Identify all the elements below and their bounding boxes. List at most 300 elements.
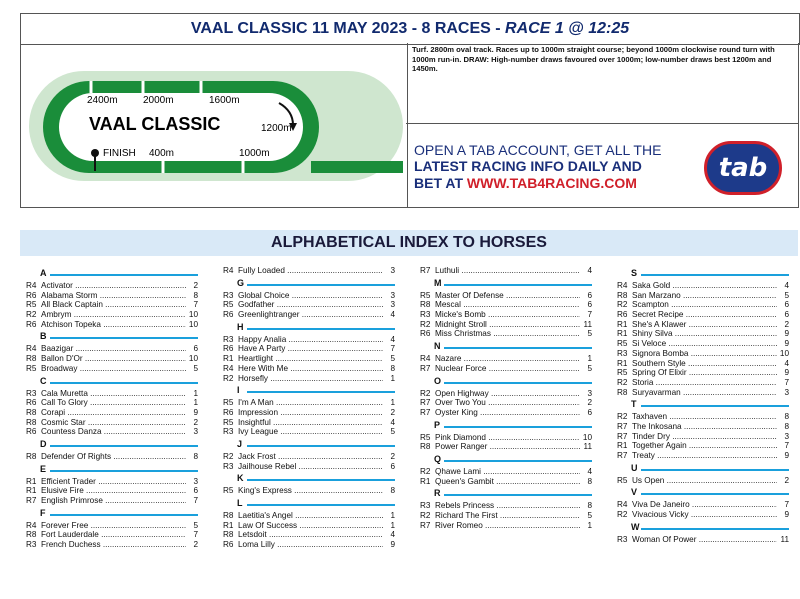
race-number: R8 [420,300,431,310]
horse-name: Spring Of Elixir ..... [632,368,777,378]
horse-entry [223,354,395,364]
horse-name: Scampton ..... [632,300,777,310]
horse-entry [617,300,789,310]
horse-entry [26,540,198,550]
horse-name: Power Ranger ..... [435,442,580,452]
letter-heading [617,485,789,500]
horse-entry [420,467,592,477]
race-number: R6 [223,344,234,354]
draw-number: 1 [390,373,395,383]
horse-name: Secret Recipe ..... [632,310,777,320]
track-diagram [20,43,408,208]
draw-number: 6 [587,290,592,300]
letter-label: S [631,268,638,278]
letter-heading [26,462,198,477]
race-number: R4 [223,363,234,373]
letter-label: B [40,331,47,342]
letter-heading [223,437,395,452]
draw-number: 1 [390,520,395,530]
horse-entry [420,320,592,330]
race-number: R6 [617,310,628,320]
draw-number: 8 [587,501,592,511]
race-number: R8 [223,511,234,520]
letter-heading [223,471,395,486]
letter-heading [26,374,198,389]
horse-name: Viva De Janeiro ..... [632,500,777,510]
draw-number: 6 [784,300,789,310]
race-number: R5 [223,486,234,496]
letter-label: U [631,462,638,473]
race-number: R4 [26,281,37,290]
horse-name: Rebels Princess ..... [435,501,580,511]
draw-number: 2 [784,319,789,329]
race-number: R8 [617,387,628,397]
horse-entry [617,451,789,461]
letter-heading [420,486,592,501]
draw-number: 7 [193,496,198,505]
horse-name: Master Of Defense ..... [435,291,580,301]
horse-entry [223,291,395,301]
race-number: R8 [26,451,37,461]
race-number: R5 [617,368,628,378]
draw-number: 8 [390,486,395,496]
horse-entry [420,389,592,399]
horse-name: Queen's Gambit ..... [435,477,580,487]
draw-number: 7 [784,500,789,510]
letter-heading [420,276,592,291]
draw-number: 8 [587,476,592,486]
ad-line-2: LATEST RACING INFO DAILY AND [414,158,642,174]
index-title: ALPHABETICAL INDEX TO HORSES [271,234,547,251]
draw-number: 3 [390,290,395,300]
draw-number: 7 [587,310,592,320]
letter-label: Q [434,453,442,464]
draw-number: 1 [193,398,198,408]
race-number: R5 [617,475,628,485]
letter-heading [617,461,789,476]
horse-entry [617,378,789,388]
horse-name: Elusive Fire ..... [41,486,186,496]
ad-line-3-prefix: BET AT [414,175,467,191]
letter-heading [26,437,198,452]
horse-name: Ballon D'Or ..... [41,354,186,364]
letter-heading [420,339,592,354]
horse-name: Fort Lauderdale ..... [41,530,186,540]
horse-name: Law Of Success ..... [238,521,383,531]
draw-number: 3 [587,388,592,398]
horse-entry [617,320,789,330]
horse-name: Midnight Stroll ..... [435,320,580,330]
horse-name: Horsefly ..... [238,374,383,384]
horse-name: Qhawe Lami ..... [435,467,580,477]
horse-entry [420,477,592,487]
horse-name: San Marzano ..... [632,291,777,301]
draw-number: 4 [390,334,395,344]
horse-name: River Romeo ..... [435,521,580,531]
letter-heading [26,506,198,521]
horse-entry [617,441,789,451]
race-number: R2 [420,466,431,476]
horse-name: Us Open ..... [632,476,777,486]
race-number: R2 [223,451,234,461]
draw-number: 6 [587,300,592,310]
horse-entry [617,349,789,359]
letter-label: N [434,341,441,352]
horse-name: Fully Loaded ..... [238,266,383,276]
draw-number: 9 [784,329,789,339]
horse-name: Jack Frost ..... [238,452,383,462]
draw-number: 3 [784,387,789,397]
horse-name: Micke's Bomb ..... [435,310,580,320]
horse-entry [26,408,198,418]
horse-entry [26,418,198,428]
letter-label: A [40,268,47,278]
horse-name: Here With Me ..... [238,364,383,374]
letter-label: F [40,507,46,518]
horse-entry [26,281,198,291]
horse-entry [26,477,198,487]
horse-entry [617,388,789,398]
ad-line-1: OPEN A TAB ACCOUNT, GET ALL THE [414,142,662,158]
horse-entry [26,427,198,437]
draw-number: 4 [390,310,395,320]
horse-name: Atchison Topeka ..... [41,320,186,330]
draw-number: 8 [193,290,198,300]
horse-name: Storia ..... [632,378,777,388]
horse-name: Corapi ..... [41,408,186,418]
horse-name: Tinder Dry ..... [632,432,777,442]
draw-number: 3 [390,300,395,310]
horse-entry [223,300,395,310]
race-number: R6 [223,407,234,417]
horse-entry [26,452,198,462]
draw-number: 9 [784,451,789,460]
draw-number: 5 [390,354,395,364]
horse-entry [617,310,789,320]
letter-heading [420,374,592,389]
horse-entry [26,398,198,408]
race-number: R1 [26,476,37,486]
race-number: R5 [420,290,431,300]
horse-entry [223,364,395,374]
finish-label: FINISH [103,148,136,159]
horse-name: Happy Analia ..... [238,335,383,345]
race-number: R7 [617,451,628,460]
race-number: R5 [26,300,37,310]
label-2400m: 2400m [87,95,118,106]
letter-heading [617,266,789,281]
race-number: R3 [420,310,431,320]
race-number: R3 [617,534,628,544]
race-number: R6 [26,319,37,329]
horse-name: Heartlight ..... [238,354,383,364]
race-number: R7 [420,407,431,417]
draw-number: 10 [188,354,198,364]
race-number: R2 [223,373,234,383]
race-number: R2 [617,412,628,422]
race-number: R4 [26,344,37,354]
draw-number: 7 [390,344,395,354]
draw-number: 5 [784,290,789,300]
draw-number: 5 [587,363,592,373]
horse-entry [617,339,789,349]
horse-name: Ambrym ..... [41,310,186,320]
draw-number: 2 [390,451,395,461]
horse-name: English Primrose ..... [41,496,186,506]
horse-entry [223,511,395,521]
draw-number: 4 [390,530,395,540]
horse-name: Efficient Trader ..... [41,477,186,487]
draw-number: 8 [784,421,789,431]
horse-name: Pink Diamond ..... [435,433,580,443]
label-2000m: 2000m [143,95,174,106]
horse-entry [26,530,198,540]
letter-label: I [237,385,240,396]
horse-name: Suryavarman ..... [632,388,777,398]
horse-entry [223,344,395,354]
race-number: R2 [420,388,431,398]
horse-name: Broadway ..... [41,364,186,374]
draw-number: 3 [784,431,789,441]
horse-entry [26,310,198,320]
draw-number: 2 [193,417,198,427]
race-number: R5 [223,300,234,310]
draw-number: 1 [587,520,592,530]
horse-name: Nuclear Force ..... [435,364,580,374]
race-number: R8 [26,530,37,540]
letter-heading [617,520,789,535]
horse-entry [420,521,592,531]
draw-number: 10 [188,310,198,320]
horse-name: King's Express ..... [238,486,383,496]
letter-heading [420,452,592,467]
horse-entry [223,452,395,462]
label-1200m: 1200m [261,123,292,134]
horse-entry [420,398,592,408]
horse-entry [420,501,592,511]
draw-number: 9 [193,407,198,417]
race-number: R3 [26,540,37,550]
horse-entry [420,329,592,339]
draw-number: 6 [193,486,198,496]
horse-name: Activator ..... [41,281,186,291]
draw-number: 7 [784,377,789,387]
horse-name: Open Highway ..... [435,389,580,399]
horse-entry [26,496,198,506]
horse-entry [420,511,592,521]
horse-name: Jailhouse Rebel ..... [238,462,383,472]
race-number: R1 [223,354,234,364]
race-number: R5 [223,398,234,408]
letter-label: R [434,488,441,499]
index-title-bar [20,230,798,256]
horse-name: Luthuli ..... [435,266,580,276]
draw-number: 8 [193,451,198,461]
letter-label: E [40,463,47,474]
draw-number: 6 [193,344,198,354]
race-number: R7 [420,266,431,275]
race-number: R5 [420,432,431,442]
label-1000m: 1000m [239,148,270,159]
race-number: R2 [420,319,431,329]
horse-entry [617,422,789,432]
draw-number: 5 [587,511,592,520]
draw-number: 2 [390,407,395,417]
horse-entry [617,359,789,369]
horse-entry [420,354,592,364]
horse-name: Vivacious Vicky ..... [632,510,777,520]
horse-entry [420,300,592,310]
race-number: R3 [26,388,37,398]
horse-name: Richard The First ..... [435,511,580,521]
race-number: R8 [26,417,37,427]
letter-heading [223,276,395,291]
race-time: RACE 1 @ 12:25 [505,20,630,37]
horse-name: Laetitia's Angel ..... [238,511,383,521]
index-column-3 [420,266,592,530]
horse-name: Cala Muretta ..... [41,389,186,399]
race-number: R7 [617,431,628,441]
horse-entry [223,486,395,496]
horse-name: Saka Gold ..... [632,281,777,291]
horse-name: Taxhaven ..... [632,412,777,422]
race-number: R7 [617,421,628,431]
horse-name: Alabama Storm ..... [41,291,186,301]
horse-entry [223,521,395,531]
race-number: R6 [26,290,37,300]
letter-heading [420,418,592,433]
horse-name: Woman Of Power ..... [632,535,777,545]
ad-link[interactable]: WWW.TAB4RACING.COM [466,175,637,191]
race-number: R7 [420,520,431,530]
draw-number: 8 [784,412,789,422]
horse-name: She's A Klawer ..... [632,320,777,330]
letter-label: J [237,438,243,449]
draw-number: 9 [784,510,789,520]
horse-entry [223,408,395,418]
letter-heading [26,329,198,344]
race-number: R4 [420,354,431,364]
horse-entry [420,364,592,374]
race-number: R1 [26,486,37,496]
label-400m: 400m [149,148,175,159]
draw-number: 3 [390,266,395,275]
draw-number: 1 [390,511,395,520]
race-number: R5 [223,417,234,427]
draw-number: 8 [390,363,395,373]
letter-label: W [631,521,640,532]
draw-number: 9 [784,368,789,378]
draw-number: 7 [784,441,789,451]
horse-name: Godfather ..... [238,300,383,310]
horse-name: Nazare ..... [435,354,580,364]
letter-heading [223,383,395,398]
horse-entry [223,266,395,276]
race-number: R6 [26,398,37,408]
race-number: R4 [223,266,234,275]
letter-label: V [631,487,638,498]
race-number: R1 [617,319,628,329]
horse-name: Baazigar ..... [41,344,186,354]
horse-name: Defender Of Rights ..... [41,452,186,462]
horse-name: Call To Glory ..... [41,398,186,408]
index-column-4 [617,266,789,544]
draw-number: 2 [193,540,198,550]
horse-name: Ivy League ..... [238,427,383,437]
horse-name: Together Again ..... [632,441,777,451]
horse-entry [26,521,198,531]
race-number: R5 [26,363,37,373]
draw-number: 10 [779,348,789,358]
race-number: R6 [26,427,37,437]
horse-name: Global Choice ..... [238,291,383,301]
horse-name: Forever Free ..... [41,521,186,531]
horse-name: I'm A Man ..... [238,398,383,408]
tab-logo-icon[interactable] [704,141,782,195]
draw-number: 7 [193,530,198,540]
race-number: R1 [223,520,234,530]
horse-entry [26,291,198,301]
race-number: R6 [223,540,234,550]
draw-number: 11 [780,534,789,544]
horse-name: Have A Party ..... [238,344,383,354]
draw-number: 6 [587,407,592,417]
label-1600m: 1600m [209,95,240,106]
race-number: R8 [617,290,628,300]
horse-entry [617,329,789,339]
race-number: R2 [26,310,37,320]
draw-number: 3 [193,427,198,437]
letter-label: K [237,473,244,484]
race-number: R4 [617,281,628,290]
horse-name: Oyster King ..... [435,408,580,418]
horse-name: Countess Danza ..... [41,427,186,437]
draw-number: 5 [390,427,395,437]
race-number: R3 [223,427,234,437]
index-column-2 [223,266,395,550]
race-number: R6 [420,329,431,339]
race-number: R8 [26,354,37,364]
horse-entry [420,433,592,443]
draw-number: 4 [587,466,592,476]
draw-number: 9 [390,540,395,550]
draw-number: 2 [784,475,789,485]
race-number: R8 [420,442,431,452]
letter-heading [223,496,395,511]
horse-name: French Duchess ..... [41,540,186,550]
horse-entry [26,486,198,496]
horse-entry [617,281,789,291]
track-info [406,43,799,124]
horse-name: Insightful ..... [238,418,383,428]
race-number: R7 [420,398,431,408]
letter-heading [26,266,198,281]
horse-entry [617,535,789,545]
letter-label: P [434,419,441,430]
race-number: R4 [617,500,628,510]
race-number: R2 [420,511,431,520]
tab-advert[interactable] [406,124,799,208]
horse-name: Loma Lilly ..... [238,540,383,550]
horse-entry [223,418,395,428]
draw-number: 1 [193,388,198,398]
race-number: R1 [617,441,628,451]
letter-label: T [631,399,637,410]
header-title [21,20,799,38]
horse-entry [420,291,592,301]
straight-course [311,161,403,173]
race-card-header [20,13,800,45]
